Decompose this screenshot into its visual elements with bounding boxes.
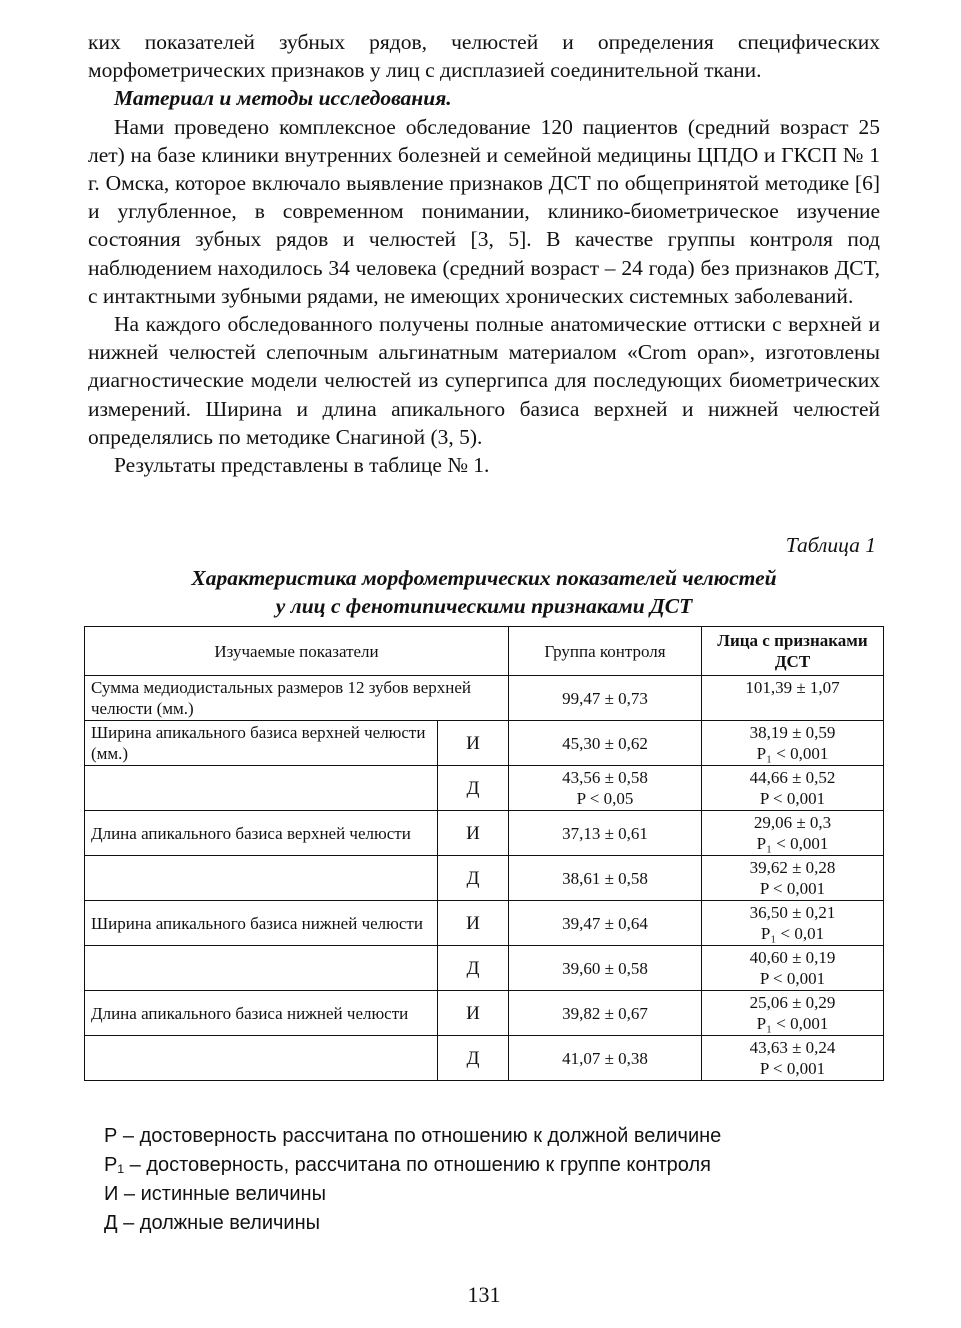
cell-indicator: Ширина апикального базиса нижней челюсти [85, 901, 438, 946]
footnote-p: Р – достоверность рассчитана по отношению к должной величине [104, 1125, 722, 1147]
cell-dst-significance: P < 0,001 [759, 789, 826, 808]
cell-dst [702, 721, 884, 766]
cell-control [509, 676, 702, 721]
intro-paragraph: ких показателей зубных рядов, челюстей и определения специфических морфометрических признаков у лиц с дисплазией соединительной ткани. [88, 30, 880, 83]
cell-dst-value: 44,66 ± 0,52 [749, 768, 836, 787]
cell-value-type: Д [438, 946, 509, 991]
table-title-line1: Характеристика морфометрических показателей челюстей [191, 566, 777, 590]
table-row [85, 811, 884, 856]
cell-dst-value: 39,62 ± 0,28 [749, 858, 836, 877]
cell-dst-significance: P < 0,001 [759, 1059, 826, 1078]
cell-dst-significance: P < 0,001 [759, 969, 826, 988]
cell-indicator: Длина апикального базиса нижней челюсти [85, 991, 438, 1036]
table-row [85, 991, 884, 1036]
cell-dst-value: 36,50 ± 0,21 [749, 903, 836, 922]
cell-control-value: 43,56 ± 0,58 [562, 768, 648, 787]
section-heading: Материал и методы исследования. [114, 86, 452, 111]
table-title [88, 564, 880, 620]
footnote-true-values: И – истинные величины [104, 1183, 326, 1205]
cell-dst [702, 676, 884, 721]
table-row [85, 901, 884, 946]
page-number: 131 [467, 1282, 501, 1307]
cell-control-value: 39,82 ± 0,67 [562, 1003, 648, 1023]
cell-control [509, 1036, 702, 1081]
cell-dst-significance: P < 0,001 [759, 879, 826, 898]
cell-dst-value: 38,19 ± 0,59 [749, 723, 836, 742]
cell-dst-significance: P₁ < 0,01 [760, 924, 825, 943]
footnote-p1: Р₁ – достоверность, рассчитана по отношению к группе контроля [104, 1154, 711, 1176]
cell-value-type: И [438, 991, 509, 1036]
table-row [85, 1036, 884, 1081]
cell-control-value: 39,60 ± 0,58 [562, 958, 648, 978]
cell-value-type: Д [438, 856, 509, 901]
cell-dst [702, 856, 884, 901]
cell-control [509, 811, 702, 856]
cell-dst [702, 946, 884, 991]
cell-control [509, 721, 702, 766]
cell-control-value: 45,30 ± 0,62 [562, 733, 648, 753]
cell-indicator [85, 1036, 438, 1081]
cell-indicator [85, 946, 438, 991]
table-label: Таблица 1 [785, 533, 876, 557]
cell-value-type: И [438, 811, 509, 856]
table-row [85, 676, 884, 721]
cell-value-type: Д [438, 766, 509, 811]
cell-dst-significance: P₁ < 0,001 [756, 1014, 829, 1033]
cell-control-value: 39,47 ± 0,64 [562, 913, 648, 933]
cell-indicator: Ширина апикального базиса верхней челюсти (мм.) [85, 721, 438, 766]
table-row [85, 766, 884, 811]
cell-control-value: 99,47 ± 0,73 [562, 688, 648, 708]
cell-dst-value: 101,39 ± 1,07 [745, 678, 840, 697]
cell-control [509, 946, 702, 991]
cell-control [509, 991, 702, 1036]
cell-indicator [85, 766, 438, 811]
document-page [88, 28, 880, 1307]
footnotes [104, 1122, 721, 1238]
cell-dst [702, 811, 884, 856]
cell-value-type: Д [438, 1036, 509, 1081]
cell-indicator [85, 856, 438, 901]
cell-value-type: И [438, 721, 509, 766]
cell-control [509, 766, 702, 811]
cell-dst-value: 25,06 ± 0,29 [749, 993, 836, 1012]
paragraph-results: Результаты представлены в таблице № 1. [114, 453, 490, 478]
morphometric-table [84, 626, 884, 1081]
cell-dst [702, 766, 884, 811]
cell-dst-significance: P₁ < 0,001 [756, 834, 829, 853]
paragraph-impressions: На каждого обследованного получены полные анатомические оттиски с верхней и нижней челюстей слепочным альгинатным материалом «Crom opan», изготовлены диагностические модели челюстей из супергипса для последующих биометрических измерений. Ширина и длина апикального базиса верхней и нижней челюстей определялись по методике Снагиной (3, 5). [88, 312, 880, 449]
cell-dst-value: 43,63 ± 0,24 [749, 1038, 836, 1057]
cell-control [509, 901, 702, 946]
footnote-expected-values: Д – должные величины [104, 1212, 320, 1234]
cell-control-value: 37,13 ± 0,61 [562, 823, 648, 843]
header-indicators: Изучаемые показатели [85, 627, 509, 676]
cell-control [509, 856, 702, 901]
table-title-line2: у лиц с фенотипическими признаками ДСТ [275, 594, 693, 618]
cell-dst-value: 29,06 ± 0,3 [753, 813, 832, 832]
cell-value-type: И [438, 901, 509, 946]
cell-control-significance: P < 0,05 [576, 789, 634, 808]
cell-dst [702, 991, 884, 1036]
cell-dst-significance: P₁ < 0,001 [756, 744, 829, 763]
header-control-group: Группа контроля [509, 627, 702, 676]
cell-dst [702, 1036, 884, 1081]
cell-control-value: 38,61 ± 0,58 [562, 868, 648, 888]
table-row [85, 721, 884, 766]
cell-dst [702, 901, 884, 946]
cell-indicator: Длина апикального базиса верхней челюсти [85, 811, 438, 856]
paragraph-methods: Нами проведено комплексное обследование 120 пациентов (средний возраст 25 лет) на базе клиники внутренних болезней и семейной медицины ЦПДО и ГКСП № 1 г. Омска, которое включало выявление признаков ДСТ по общепринятой методике [6] и углубленное, в современном понимании, клинико-биометрическое изучение состояния зубных рядов и челюстей [3, 5]. В качестве группы контроля под наблюдением находилось 34 человека (средний возраст – 24 года) без признаков ДСТ, с интактными зубными рядами, не имеющих хронических системных заболеваний. [88, 114, 880, 308]
table-row [85, 946, 884, 991]
table-header-row [85, 627, 884, 676]
table-row [85, 856, 884, 901]
cell-indicator: Сумма медиодистальных размеров 12 зубов верхней челюсти (мм.) [85, 676, 509, 721]
cell-dst-value: 40,60 ± 0,19 [749, 948, 836, 967]
header-dst-group: Лица с признаками ДСТ [702, 627, 884, 676]
cell-control-value: 41,07 ± 0,38 [562, 1048, 648, 1068]
